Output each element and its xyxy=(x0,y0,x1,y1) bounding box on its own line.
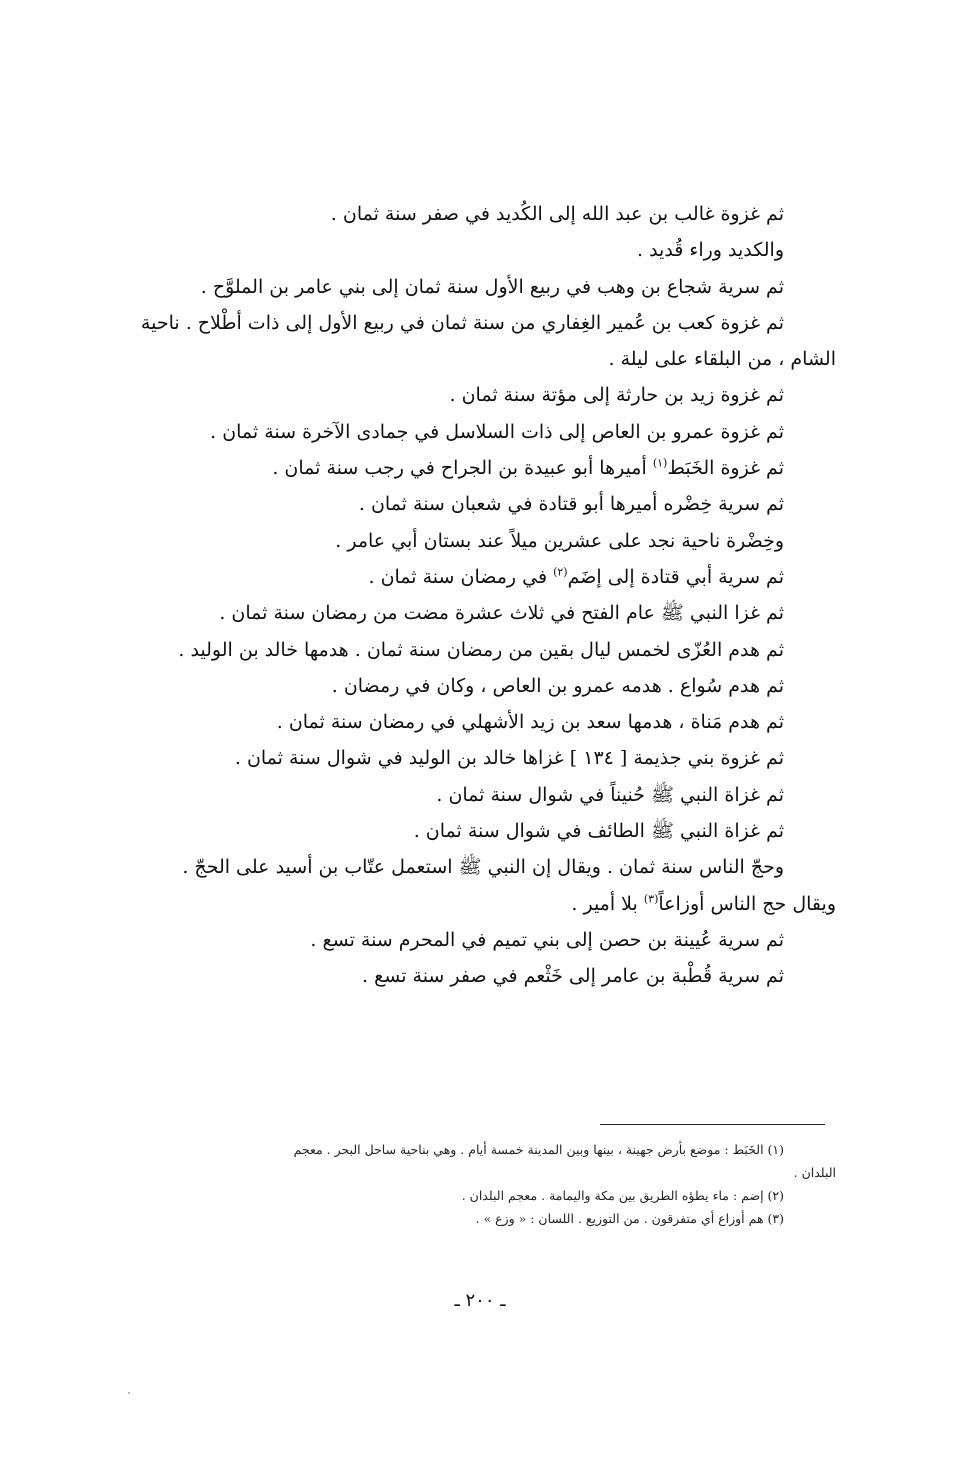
text-line: ثم سرية قُطْبة بن عامر إلى خَثْعم في صفر سنة تسع . xyxy=(362,965,784,988)
footnote-1: (١) الخَبَط : موضع بأرض جهينة ، بينها وبين المدينة خمسة أيام . وهي بناحية ساحل البحر . معجم xyxy=(293,1142,784,1157)
text-line: ثم هدم سُواع . هدمه عمرو بن العاص ، وكان في رمضان . xyxy=(331,674,784,697)
text-line xyxy=(128,886,836,922)
text-line: والكديد وراء قُديد . xyxy=(636,239,784,262)
text-segment: ويقال حج الناس أوزاعاً xyxy=(658,892,836,915)
text-line: ثم هدم العُزّى لخمس ليال بقين من رمضان سنة ثمان . هدمها خالد بن الوليد . xyxy=(178,638,784,661)
footnote-1-continued: البلدان . xyxy=(793,1165,836,1180)
text-line: ثم غزاة النبي ﷺ الطائف في شوال سنة ثمان . xyxy=(413,820,784,843)
footnote-divider xyxy=(600,1124,825,1125)
text-line: ثم غزوة غالب بن عبد الله إلى الكُديد في صفر سنة ثمان . xyxy=(330,203,784,225)
text-segment: ثم سرية أبي قتادة إلى إضَم xyxy=(567,565,784,588)
footnote-mark-2[interactable]: (٢) xyxy=(553,565,568,579)
text-line: ثم سرية شجاع بن وهب في ربيع الأول سنة ثمان إلى بني عامر بن الملوَّح . xyxy=(200,275,784,298)
text-line: ثم غزوة عمرو بن العاص إلى ذات السلاسل في جمادى الآخرة سنة ثمان . xyxy=(210,420,784,443)
text-line: ثم غزوة كعب بن عُمير الغِفاري من سنة ثمان في ربيع الأول إلى ذات أطْلاح . ناحية xyxy=(140,311,784,334)
text-line: الشام ، من البلقاء على ليلة . xyxy=(608,348,836,371)
footnote-2: (٢) إضم : ماء يطؤه الطريق بين مكة واليمامة . معجم البلدان . xyxy=(461,1188,784,1203)
text-segment: في رمضان سنة ثمان . xyxy=(368,565,554,588)
text-line xyxy=(128,559,836,595)
footnotes xyxy=(128,1138,836,1230)
text-line: ثم سرية عُيينة بن حصن إلى بني تميم في المحرم سنة تسع . xyxy=(310,928,784,951)
text-segment: بلا أمير . xyxy=(571,892,644,915)
footnote-mark-1[interactable]: (١) xyxy=(652,456,668,470)
text-line: ثم غزوة زيد بن حارثة إلى مؤتة سنة ثمان . xyxy=(449,384,784,407)
text-line: وحجّ الناس سنة ثمان . ويقال إن النبي ﷺ استعمل عتّاب بن أسيد على الحجّ . xyxy=(182,856,784,879)
text-line: ثم سرية خِضْره أميرها أبو قتادة في شعبان سنة ثمان . xyxy=(358,493,784,516)
text-line: ثم هدم مَناة ، هدمها سعد بن زيد الأشهلي في رمضان سنة ثمان . xyxy=(276,711,784,734)
text-line: ثم غزا النبي ﷺ عام الفتح في ثلاث عشرة مضت من رمضان سنة ثمان . xyxy=(219,602,784,625)
text-line: وخِضْرة ناحية نجد على عشرين ميلاً عند بستان أبي عامر . xyxy=(335,529,784,552)
scan-speck xyxy=(128,1392,130,1394)
text-line: ثم غزاة النبي ﷺ حُنيناً في شوال سنة ثمان . xyxy=(436,783,784,806)
text-line xyxy=(128,450,836,486)
footnote-mark-3[interactable]: (٣) xyxy=(643,892,659,906)
text-segment: أميرها أبو عبيدة بن الجراح في رجب سنة ثمان . xyxy=(272,457,653,480)
page-number: ـ ٢٠٠ ـ xyxy=(454,1290,506,1311)
text-segment: ثم غزوة الخَبَط xyxy=(667,457,784,480)
footnote-3: (٣) هم أوزاع أي متفرقون . من التوزيع . اللسان : « وزع » . xyxy=(475,1211,784,1226)
main-text xyxy=(128,196,836,995)
text-line: ثم غزوة بني جذيمة [ ١٣٤ ] غزاها خالد بن الوليد في شوال سنة ثمان . xyxy=(234,747,784,770)
